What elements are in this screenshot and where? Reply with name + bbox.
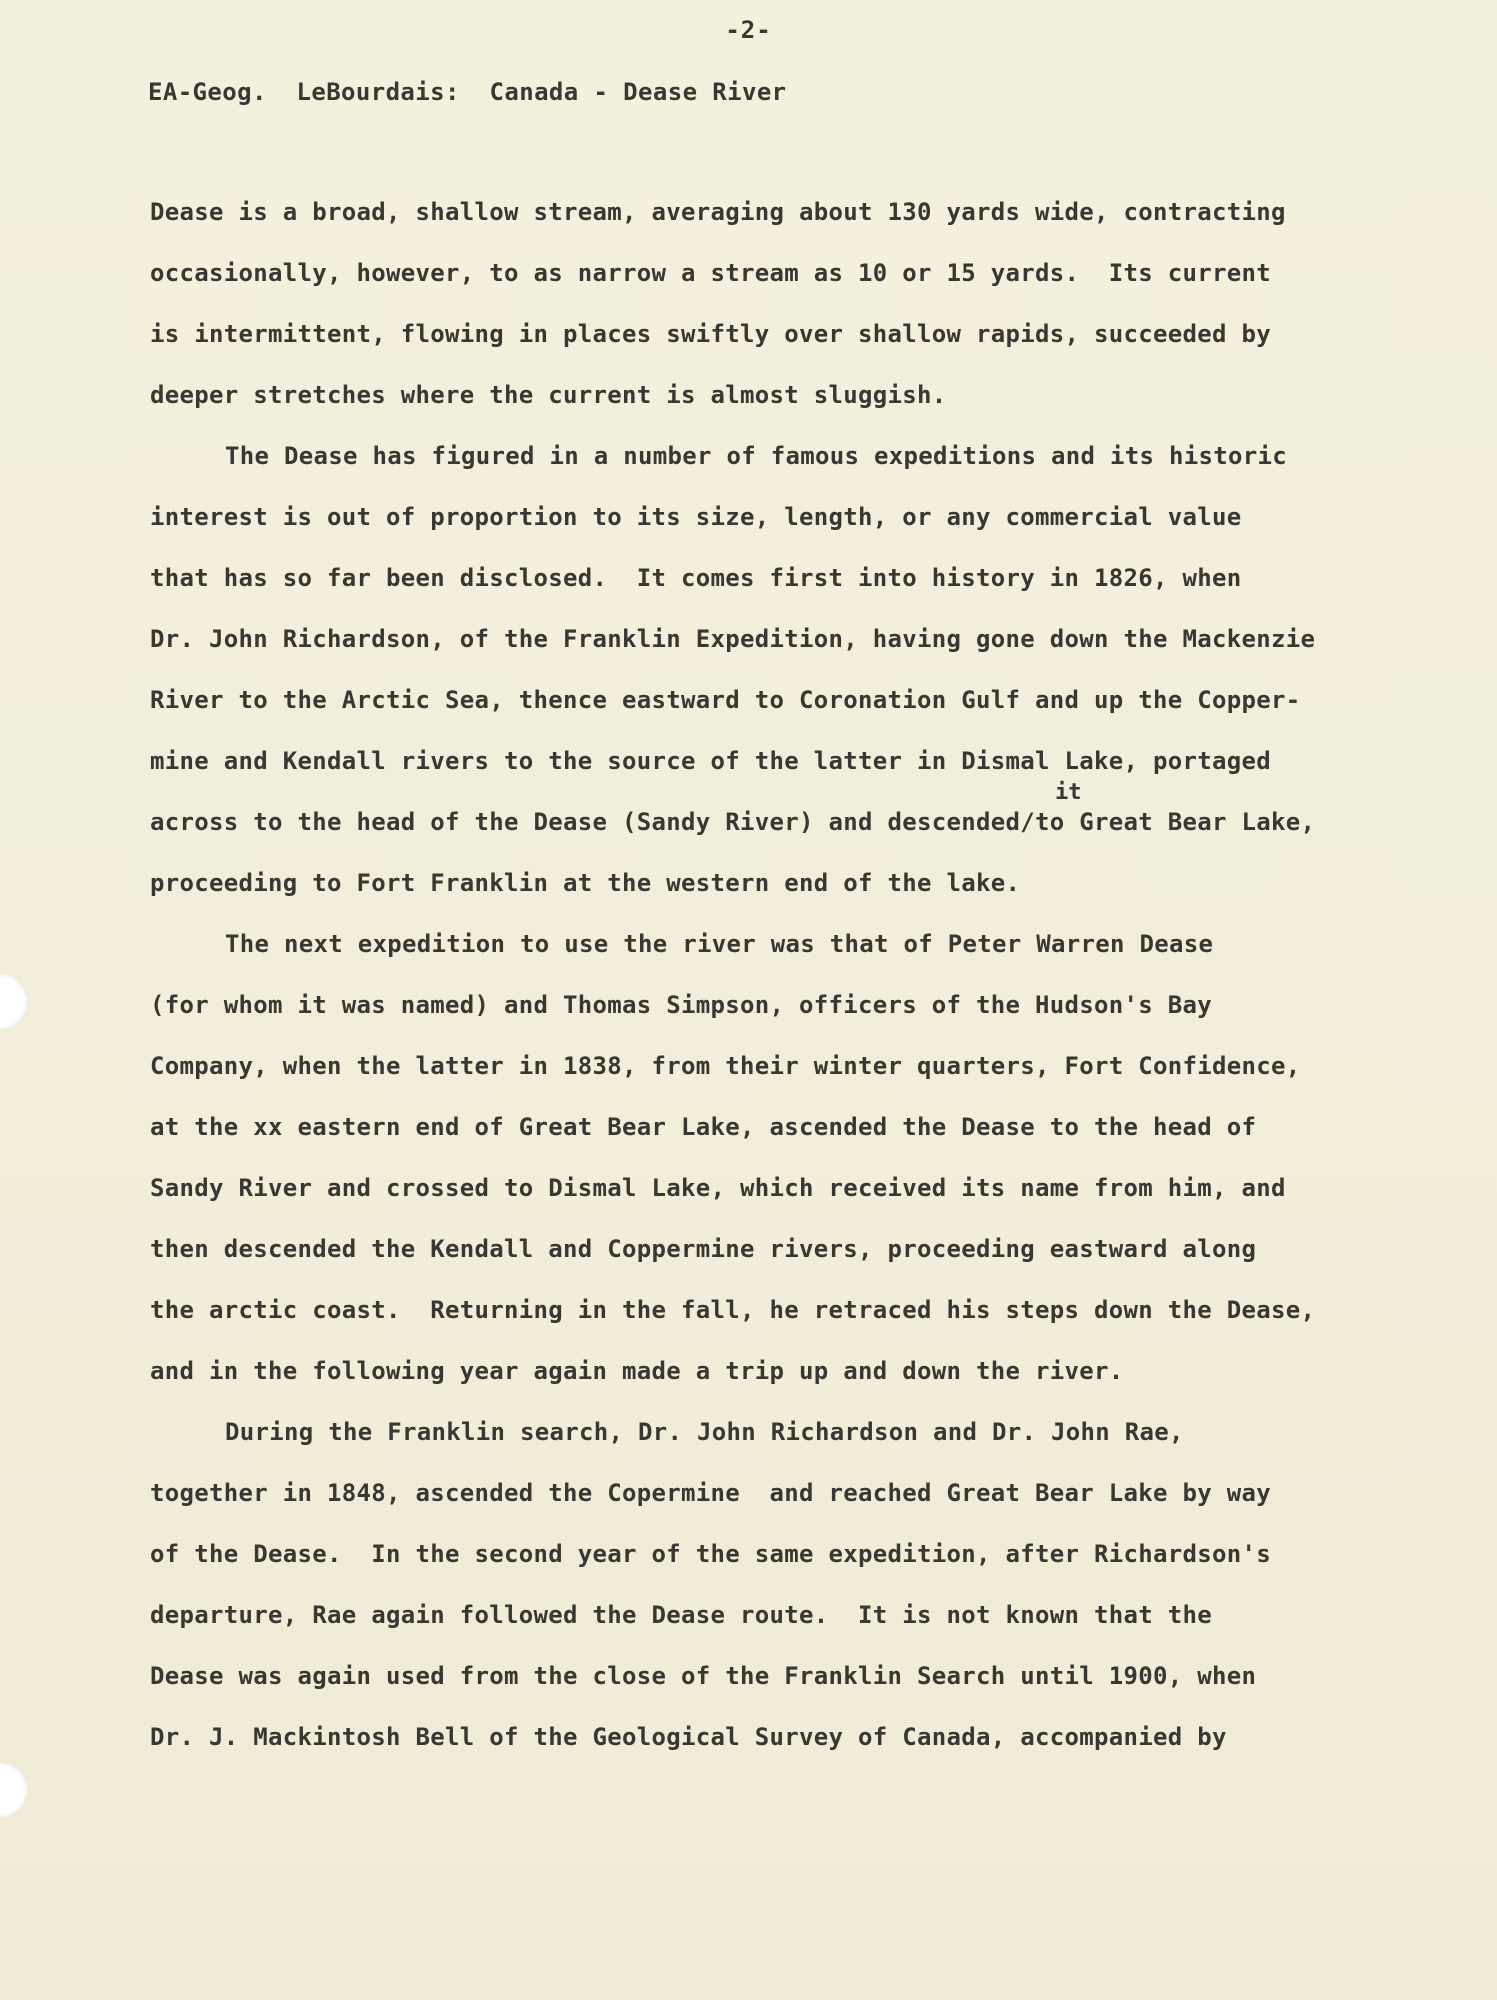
text-line: During the Franklin search, Dr. John Richardson and Dr. John Rae, xyxy=(225,1418,1184,1446)
text-line: together in 1848, ascended the Copermine and reached Great Bear Lake by way xyxy=(150,1479,1271,1507)
text-line: mine and Kendall rivers to the source of the latter in Dismal Lake, portaged xyxy=(150,747,1271,775)
text-line: Dr. J. Mackintosh Bell of the Geological Survey of Canada, accompanied by xyxy=(150,1723,1227,1751)
text-line: (for whom it was named) and Thomas Simpson, officers of the Hudson's Bay xyxy=(150,991,1212,1019)
text-line: at the xx eastern end of Great Bear Lake, ascended the Dease to the head of xyxy=(150,1113,1257,1141)
text-line: across to the head of the Dease (Sandy River) and descended/to Great Bear Lake, xyxy=(150,808,1316,836)
text-line: Dr. John Richardson, of the Franklin Expedition, having gone down the Mackenzie xyxy=(150,625,1316,653)
text-line: occasionally, however, to as narrow a stream as 10 or 15 yards. Its current xyxy=(150,259,1271,287)
text-line: Company, when the latter in 1838, from their winter quarters, Fort Confidence, xyxy=(150,1052,1301,1080)
binder-hole-upper xyxy=(0,975,28,1029)
text-line: of the Dease. In the second year of the same expedition, after Richardson's xyxy=(150,1540,1271,1568)
text-line: The Dease has figured in a number of famous expeditions and its historic xyxy=(225,442,1287,470)
document-header: EA-Geog. LeBourdais: Canada - Dease River xyxy=(148,78,787,106)
text-line: interest is out of proportion to its size, length, or any commercial value xyxy=(150,503,1242,531)
text-line: Dease was again used from the close of the Franklin Search until 1900, when xyxy=(150,1662,1257,1690)
text-line: then descended the Kendall and Coppermine rivers, proceeding eastward along xyxy=(150,1235,1257,1263)
text-line: The next expedition to use the river was that of Peter Warren Dease xyxy=(225,930,1214,958)
handwritten-insertion: it xyxy=(1055,780,1082,805)
text-line: and in the following year again made a trip up and down the river. xyxy=(150,1357,1124,1385)
text-line: Dease is a broad, shallow stream, averaging about 130 yards wide, contracting xyxy=(150,198,1286,226)
text-line: that has so far been disclosed. It comes first into history in 1826, when xyxy=(150,564,1242,592)
text-line: departure, Rae again followed the Dease route. It is not known that the xyxy=(150,1601,1212,1629)
text-line: River to the Arctic Sea, thence eastward to Coronation Gulf and up the Copper- xyxy=(150,686,1301,714)
page-number: -2- xyxy=(725,16,772,44)
binder-hole-lower xyxy=(0,1763,28,1817)
text-line: the arctic coast. Returning in the fall, he retraced his steps down the Dease, xyxy=(150,1296,1316,1324)
text-line: Sandy River and crossed to Dismal Lake, which received its name from him, and xyxy=(150,1174,1286,1202)
text-line: is intermittent, flowing in places swiftly over shallow rapids, succeeded by xyxy=(150,320,1271,348)
text-line: proceeding to Fort Franklin at the western end of the lake. xyxy=(150,869,1021,897)
text-line: deeper stretches where the current is almost sluggish. xyxy=(150,381,947,409)
